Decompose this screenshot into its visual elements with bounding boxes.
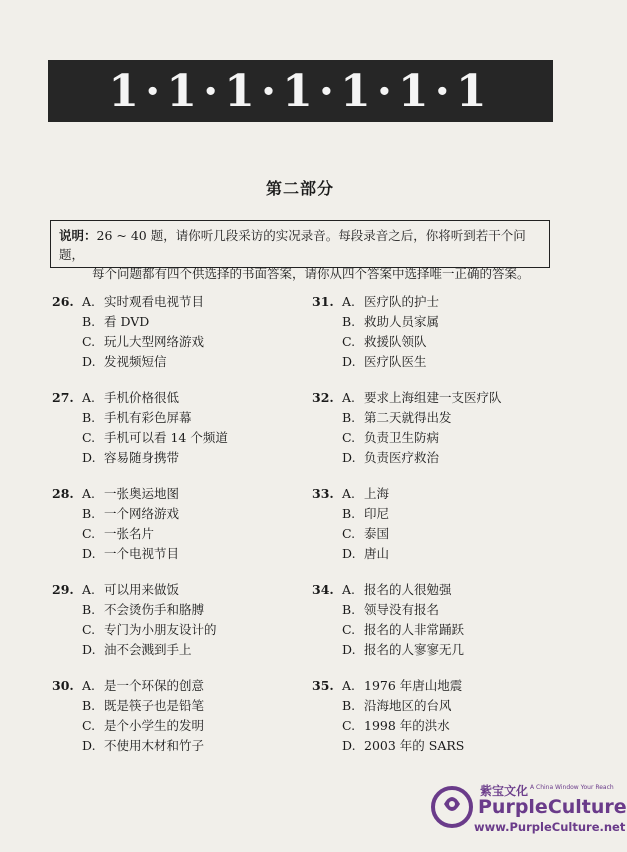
instructions-box bbox=[50, 220, 550, 281]
answer-option bbox=[52, 716, 302, 736]
question-33 bbox=[312, 484, 562, 564]
option-text: 是个小学生的发明 bbox=[104, 718, 205, 733]
option-letter: A. bbox=[342, 582, 356, 597]
answer-option bbox=[52, 312, 302, 332]
option-text: 报名的人非常踊跃 bbox=[364, 622, 465, 637]
answer-option bbox=[52, 448, 302, 468]
answer-option bbox=[312, 524, 562, 544]
option-text: 1998 年的洪水 bbox=[364, 718, 450, 733]
option-text: 一个电视节目 bbox=[104, 546, 180, 561]
option-letter: A. bbox=[82, 678, 96, 693]
answer-option bbox=[52, 408, 302, 428]
publisher-watermark bbox=[430, 782, 627, 842]
option-text: 既是筷子也是铅笔 bbox=[104, 698, 205, 713]
watermark-url: www.PurpleCulture.net bbox=[474, 820, 626, 834]
option-letter: D. bbox=[342, 450, 356, 465]
answer-option bbox=[312, 484, 562, 504]
indent bbox=[52, 408, 82, 428]
indent bbox=[52, 312, 82, 332]
option-letter: D. bbox=[82, 642, 96, 657]
answer-option bbox=[312, 504, 562, 524]
option-letter: C. bbox=[82, 718, 96, 733]
indent bbox=[312, 352, 342, 372]
option-text: 容易随身携带 bbox=[104, 450, 180, 465]
option-letter: B. bbox=[82, 602, 96, 617]
instructions-label: 说明： bbox=[59, 228, 97, 243]
option-letter: B. bbox=[82, 506, 96, 521]
option-letter: C. bbox=[342, 430, 356, 445]
question-number: 30. bbox=[52, 678, 74, 693]
option-letter: B. bbox=[342, 602, 356, 617]
option-text: 手机可以看 14 个频道 bbox=[104, 430, 228, 445]
option-text: 报名的人寥寥无几 bbox=[364, 642, 465, 657]
question-27 bbox=[52, 388, 302, 468]
option-text: 不会烫伤手和胳膊 bbox=[104, 602, 205, 617]
option-letter: D. bbox=[342, 546, 356, 561]
indent bbox=[52, 504, 82, 524]
indent bbox=[52, 620, 82, 640]
question-35 bbox=[312, 676, 562, 756]
question-26 bbox=[52, 292, 302, 372]
question-31 bbox=[312, 292, 562, 372]
answer-option bbox=[312, 716, 562, 736]
option-text: 印尼 bbox=[364, 506, 390, 521]
option-letter: A. bbox=[342, 486, 356, 501]
indent bbox=[312, 408, 342, 428]
option-text: 手机有彩色屏幕 bbox=[104, 410, 192, 425]
option-letter: B. bbox=[82, 314, 96, 329]
indent bbox=[312, 312, 342, 332]
banner-text: 1·1·1·1·1·1·1 bbox=[108, 65, 493, 117]
indent bbox=[52, 428, 82, 448]
option-text: 要求上海组建一支医疗队 bbox=[364, 390, 502, 405]
answer-option bbox=[52, 524, 302, 544]
option-text: 实时观看电视节目 bbox=[104, 294, 205, 309]
answer-option bbox=[312, 580, 562, 600]
answer-option bbox=[312, 640, 562, 660]
question-28 bbox=[52, 484, 302, 564]
option-text: 可以用来做饭 bbox=[104, 582, 180, 597]
indent bbox=[312, 448, 342, 468]
answer-option bbox=[52, 580, 302, 600]
indent bbox=[312, 696, 342, 716]
answer-option bbox=[52, 504, 302, 524]
indent bbox=[312, 640, 342, 660]
option-letter: B. bbox=[82, 410, 96, 425]
question-number: 34. bbox=[312, 582, 334, 597]
option-letter: A. bbox=[82, 486, 96, 501]
answer-option bbox=[52, 696, 302, 716]
chapter-banner bbox=[48, 60, 553, 122]
indent bbox=[52, 640, 82, 660]
indent bbox=[52, 544, 82, 564]
option-letter: C. bbox=[82, 430, 96, 445]
indent bbox=[312, 600, 342, 620]
indent bbox=[312, 544, 342, 564]
option-text: 上海 bbox=[364, 486, 390, 501]
option-letter: A. bbox=[342, 678, 356, 693]
question-number: 35. bbox=[312, 678, 334, 693]
question-32 bbox=[312, 388, 562, 468]
answer-option bbox=[312, 696, 562, 716]
indent bbox=[312, 736, 342, 756]
question-29 bbox=[52, 580, 302, 660]
option-letter: A. bbox=[342, 294, 356, 309]
indent bbox=[52, 696, 82, 716]
option-letter: D. bbox=[82, 450, 96, 465]
answer-option bbox=[312, 448, 562, 468]
question-30 bbox=[52, 676, 302, 756]
question-number: 27. bbox=[52, 390, 74, 405]
indent bbox=[52, 600, 82, 620]
option-text: 医疗队的护士 bbox=[364, 294, 440, 309]
option-text: 玩儿大型网络游戏 bbox=[104, 334, 205, 349]
option-text: 1976 年唐山地震 bbox=[364, 678, 463, 693]
option-text: 发视频短信 bbox=[104, 354, 167, 369]
indent bbox=[52, 524, 82, 544]
watermark-chinese: 紫宝文化 bbox=[480, 784, 529, 798]
option-letter: B. bbox=[82, 698, 96, 713]
option-text: 沿海地区的台风 bbox=[364, 698, 452, 713]
indent bbox=[52, 332, 82, 352]
question-number: 32. bbox=[312, 390, 334, 405]
option-letter: C. bbox=[342, 526, 356, 541]
answer-option bbox=[52, 484, 302, 504]
option-text: 报名的人很勉强 bbox=[364, 582, 452, 597]
answer-option bbox=[52, 352, 302, 372]
option-letter: B. bbox=[342, 410, 356, 425]
answer-option bbox=[312, 676, 562, 696]
answer-option bbox=[312, 428, 562, 448]
indent bbox=[312, 428, 342, 448]
option-text: 医疗队医生 bbox=[364, 354, 427, 369]
instructions-line-1: 26 ~ 40 题，请你听几段采访的实况录音。每段录音之后，你将听到若干个问题， bbox=[59, 228, 526, 262]
answer-option bbox=[312, 736, 562, 756]
option-text: 负责医疗救治 bbox=[364, 450, 440, 465]
indent bbox=[52, 736, 82, 756]
answer-option bbox=[52, 620, 302, 640]
option-letter: C. bbox=[342, 622, 356, 637]
option-letter: D. bbox=[82, 546, 96, 561]
option-text: 负责卫生防病 bbox=[364, 430, 440, 445]
answer-option bbox=[312, 408, 562, 428]
indent bbox=[52, 716, 82, 736]
answer-option bbox=[312, 600, 562, 620]
answer-option bbox=[52, 640, 302, 660]
answer-option bbox=[312, 292, 562, 312]
purple-culture-logo-icon bbox=[430, 782, 474, 832]
question-number: 28. bbox=[52, 486, 74, 501]
indent bbox=[312, 504, 342, 524]
answer-option bbox=[312, 388, 562, 408]
option-text: 是一个环保的创意 bbox=[104, 678, 205, 693]
option-letter: C. bbox=[82, 622, 96, 637]
option-letter: A. bbox=[82, 294, 96, 309]
option-letter: B. bbox=[342, 314, 356, 329]
indent bbox=[312, 620, 342, 640]
option-letter: D. bbox=[342, 354, 356, 369]
option-text: 一个网络游戏 bbox=[104, 506, 180, 521]
option-letter: A. bbox=[342, 390, 356, 405]
answer-option bbox=[52, 332, 302, 352]
answer-option bbox=[52, 600, 302, 620]
option-text: 泰国 bbox=[364, 526, 390, 541]
instructions-line-2: 每个问题都有四个供选择的书面答案，请你从四个答案中选择唯一正确的答案。 bbox=[92, 266, 530, 281]
option-text: 一张奥运地图 bbox=[104, 486, 180, 501]
question-number: 29. bbox=[52, 582, 74, 597]
answer-option bbox=[52, 676, 302, 696]
option-text: 一张名片 bbox=[104, 526, 155, 541]
answer-option bbox=[312, 352, 562, 372]
answer-option bbox=[312, 544, 562, 564]
answer-option bbox=[52, 292, 302, 312]
option-text: 专门为小朋友设计的 bbox=[104, 622, 217, 637]
option-letter: A. bbox=[82, 390, 96, 405]
option-letter: D. bbox=[82, 354, 96, 369]
option-letter: C. bbox=[342, 718, 356, 733]
question-34 bbox=[312, 580, 562, 660]
option-letter: D. bbox=[342, 738, 356, 753]
option-text: 油不会溅到手上 bbox=[104, 642, 192, 657]
option-text: 救助人员家属 bbox=[364, 314, 440, 329]
section-title: 第二部分 bbox=[265, 179, 334, 198]
indent bbox=[52, 352, 82, 372]
option-letter: C. bbox=[82, 526, 96, 541]
option-letter: A. bbox=[82, 582, 96, 597]
option-text: 第二天就得出发 bbox=[364, 410, 452, 425]
option-text: 救援队领队 bbox=[364, 334, 427, 349]
option-text: 手机价格很低 bbox=[104, 390, 180, 405]
option-letter: C. bbox=[342, 334, 356, 349]
answer-option bbox=[312, 332, 562, 352]
question-number: 33. bbox=[312, 486, 334, 501]
option-letter: B. bbox=[342, 506, 356, 521]
answer-option bbox=[52, 388, 302, 408]
option-letter: C. bbox=[82, 334, 96, 349]
question-number: 26. bbox=[52, 294, 74, 309]
option-text: 领导没有报名 bbox=[364, 602, 440, 617]
option-text: 唐山 bbox=[364, 546, 390, 561]
answer-option bbox=[312, 312, 562, 332]
question-number: 31. bbox=[312, 294, 334, 309]
watermark-brand: PurpleCulture bbox=[478, 796, 627, 818]
option-text: 不使用木材和竹子 bbox=[104, 738, 205, 753]
answer-option bbox=[52, 736, 302, 756]
answer-option bbox=[52, 428, 302, 448]
indent bbox=[312, 332, 342, 352]
option-letter: D. bbox=[82, 738, 96, 753]
answer-option bbox=[52, 544, 302, 564]
answer-option bbox=[312, 620, 562, 640]
indent bbox=[312, 716, 342, 736]
indent bbox=[52, 448, 82, 468]
option-letter: B. bbox=[342, 698, 356, 713]
option-text: 2003 年的 SARS bbox=[364, 738, 465, 753]
option-text: 看 DVD bbox=[104, 314, 150, 329]
indent bbox=[312, 524, 342, 544]
option-letter: D. bbox=[342, 642, 356, 657]
watermark-tagline: A China Window Your Reach bbox=[530, 784, 614, 791]
